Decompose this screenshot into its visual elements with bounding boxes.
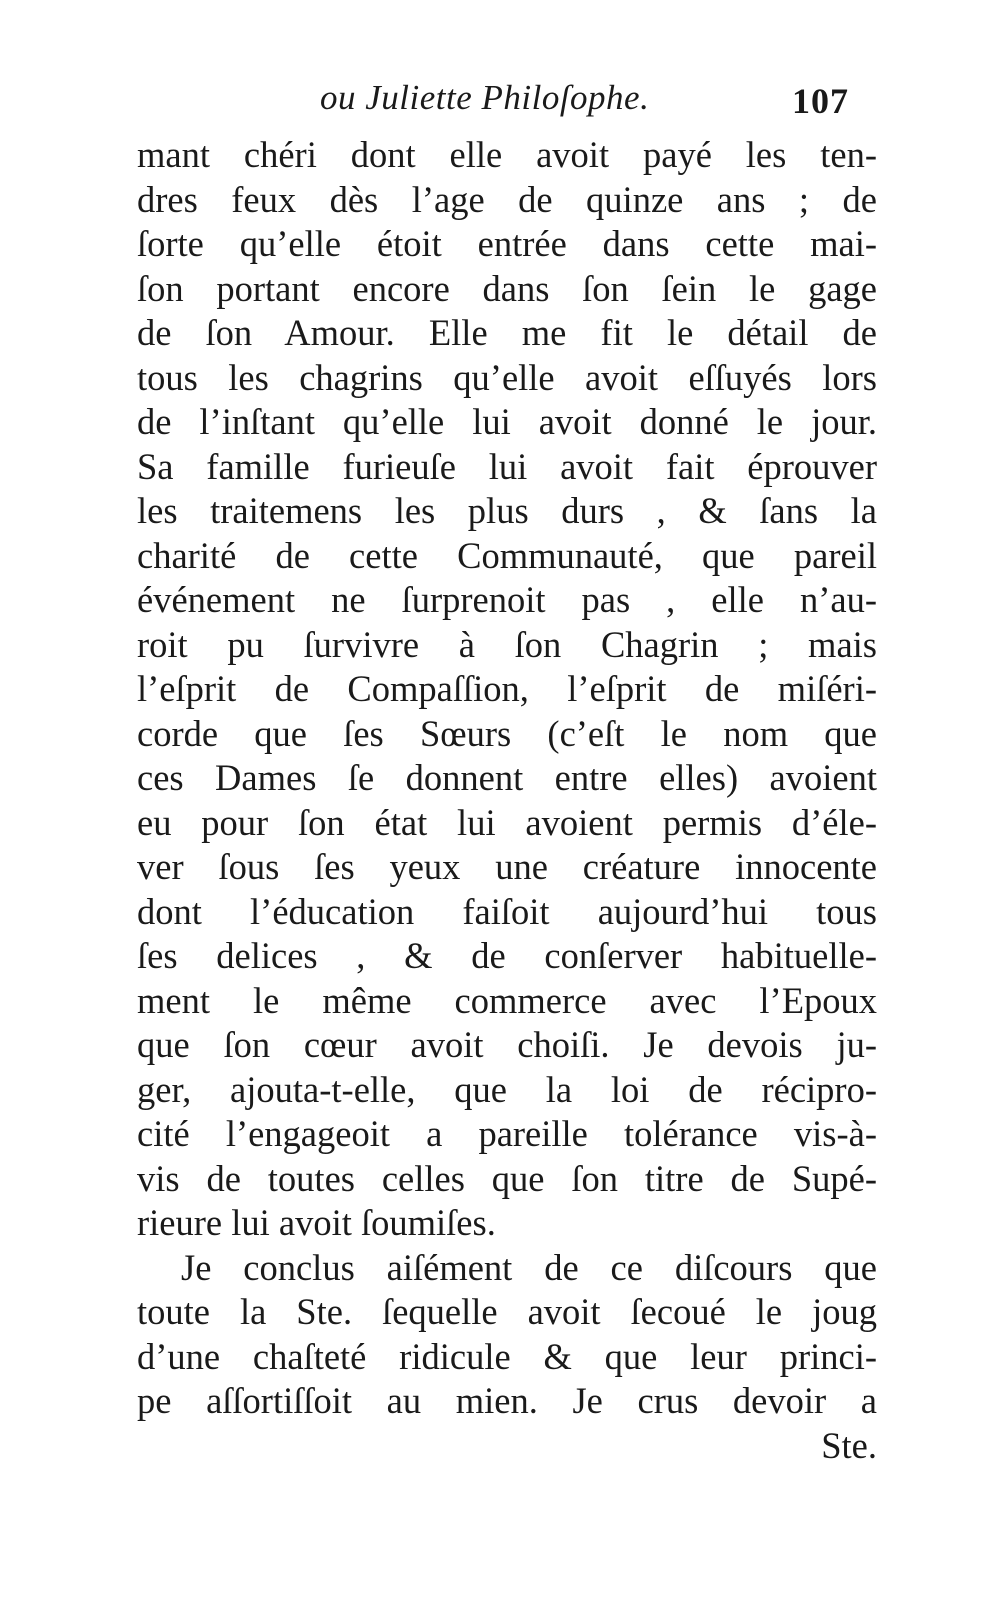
text-line: ment le même commerce avec l’Epoux bbox=[137, 979, 877, 1021]
text-line: ces Dames ſe donnent entre elles) avoient bbox=[137, 757, 877, 798]
text-line: dres feux dès l’age de quinze ans ; de bbox=[137, 178, 877, 220]
text-line: ſon portant encore dans ſon ſein le gage bbox=[137, 267, 877, 309]
catchword: Ste. bbox=[821, 1424, 877, 1466]
text-line: Je conclus aiſément de ce diſcours que bbox=[181, 1246, 877, 1288]
text-line: ger, ajouta-t-elle, que la loi de récipro- bbox=[137, 1068, 877, 1110]
text-line: de l’inſtant qu’elle lui avoit donné le jour. bbox=[137, 401, 877, 442]
text-line: ver ſous ſes yeux une créature innocente bbox=[137, 846, 877, 887]
text-line: ſes delices , & de conſerver habituelle- bbox=[137, 935, 877, 976]
text-line: pe aſſortiſſoit au mien. Je crus devoir a bbox=[137, 1380, 877, 1421]
running-title: ou Juliette Philoſophe. bbox=[320, 78, 650, 117]
text-line: cité l’engageoit a pareille tolérance vis-à- bbox=[137, 1113, 877, 1154]
page-number: 107 bbox=[792, 81, 849, 121]
text-line: événement ne ſurprenoit pas , elle n’au- bbox=[137, 579, 877, 620]
body-text bbox=[137, 133, 877, 1468]
text-line: eu pour ſon état lui avoient permis d’éle- bbox=[137, 801, 877, 843]
text-line: rieure lui avoit ſoumiſes. bbox=[137, 1202, 496, 1243]
paragraph-1 bbox=[137, 133, 877, 1246]
paragraph-2 bbox=[137, 1246, 877, 1424]
text-line: d’une chaſteté ridicule & que leur princi- bbox=[137, 1335, 877, 1377]
text-line: les traitemens les plus durs , & ſans la bbox=[137, 490, 877, 531]
text-line: toute la Ste. ſequelle avoit ſecoué le joug bbox=[137, 1291, 877, 1332]
text-line: vis de toutes celles que ſon titre de Supé- bbox=[137, 1157, 877, 1199]
text-line: charité de cette Communauté, que pareil bbox=[137, 534, 877, 576]
text-line: de ſon Amour. Elle me fit le détail de bbox=[137, 312, 877, 353]
text-line: que ſon cœur avoit choiſi. Je devois ju- bbox=[137, 1024, 877, 1065]
text-line: corde que ſes Sœurs (c’eſt le nom que bbox=[137, 712, 877, 754]
text-line: tous les chagrins qu’elle avoit eſſuyés lors bbox=[137, 356, 877, 398]
text-line: roit pu ſurvivre à ſon Chagrin ; mais bbox=[137, 623, 877, 665]
text-line: ſorte qu’elle étoit entrée dans cette mai- bbox=[137, 223, 877, 264]
text-line: mant chéri dont elle avoit payé les ten- bbox=[137, 134, 877, 175]
text-line: dont l’éducation faiſoit aujourd’hui tous bbox=[137, 890, 877, 932]
text-line: Sa famille furieuſe lui avoit fait éprouver bbox=[137, 445, 877, 487]
text-line: l’eſprit de Compaſſion, l’eſprit de miſéri- bbox=[137, 668, 877, 709]
